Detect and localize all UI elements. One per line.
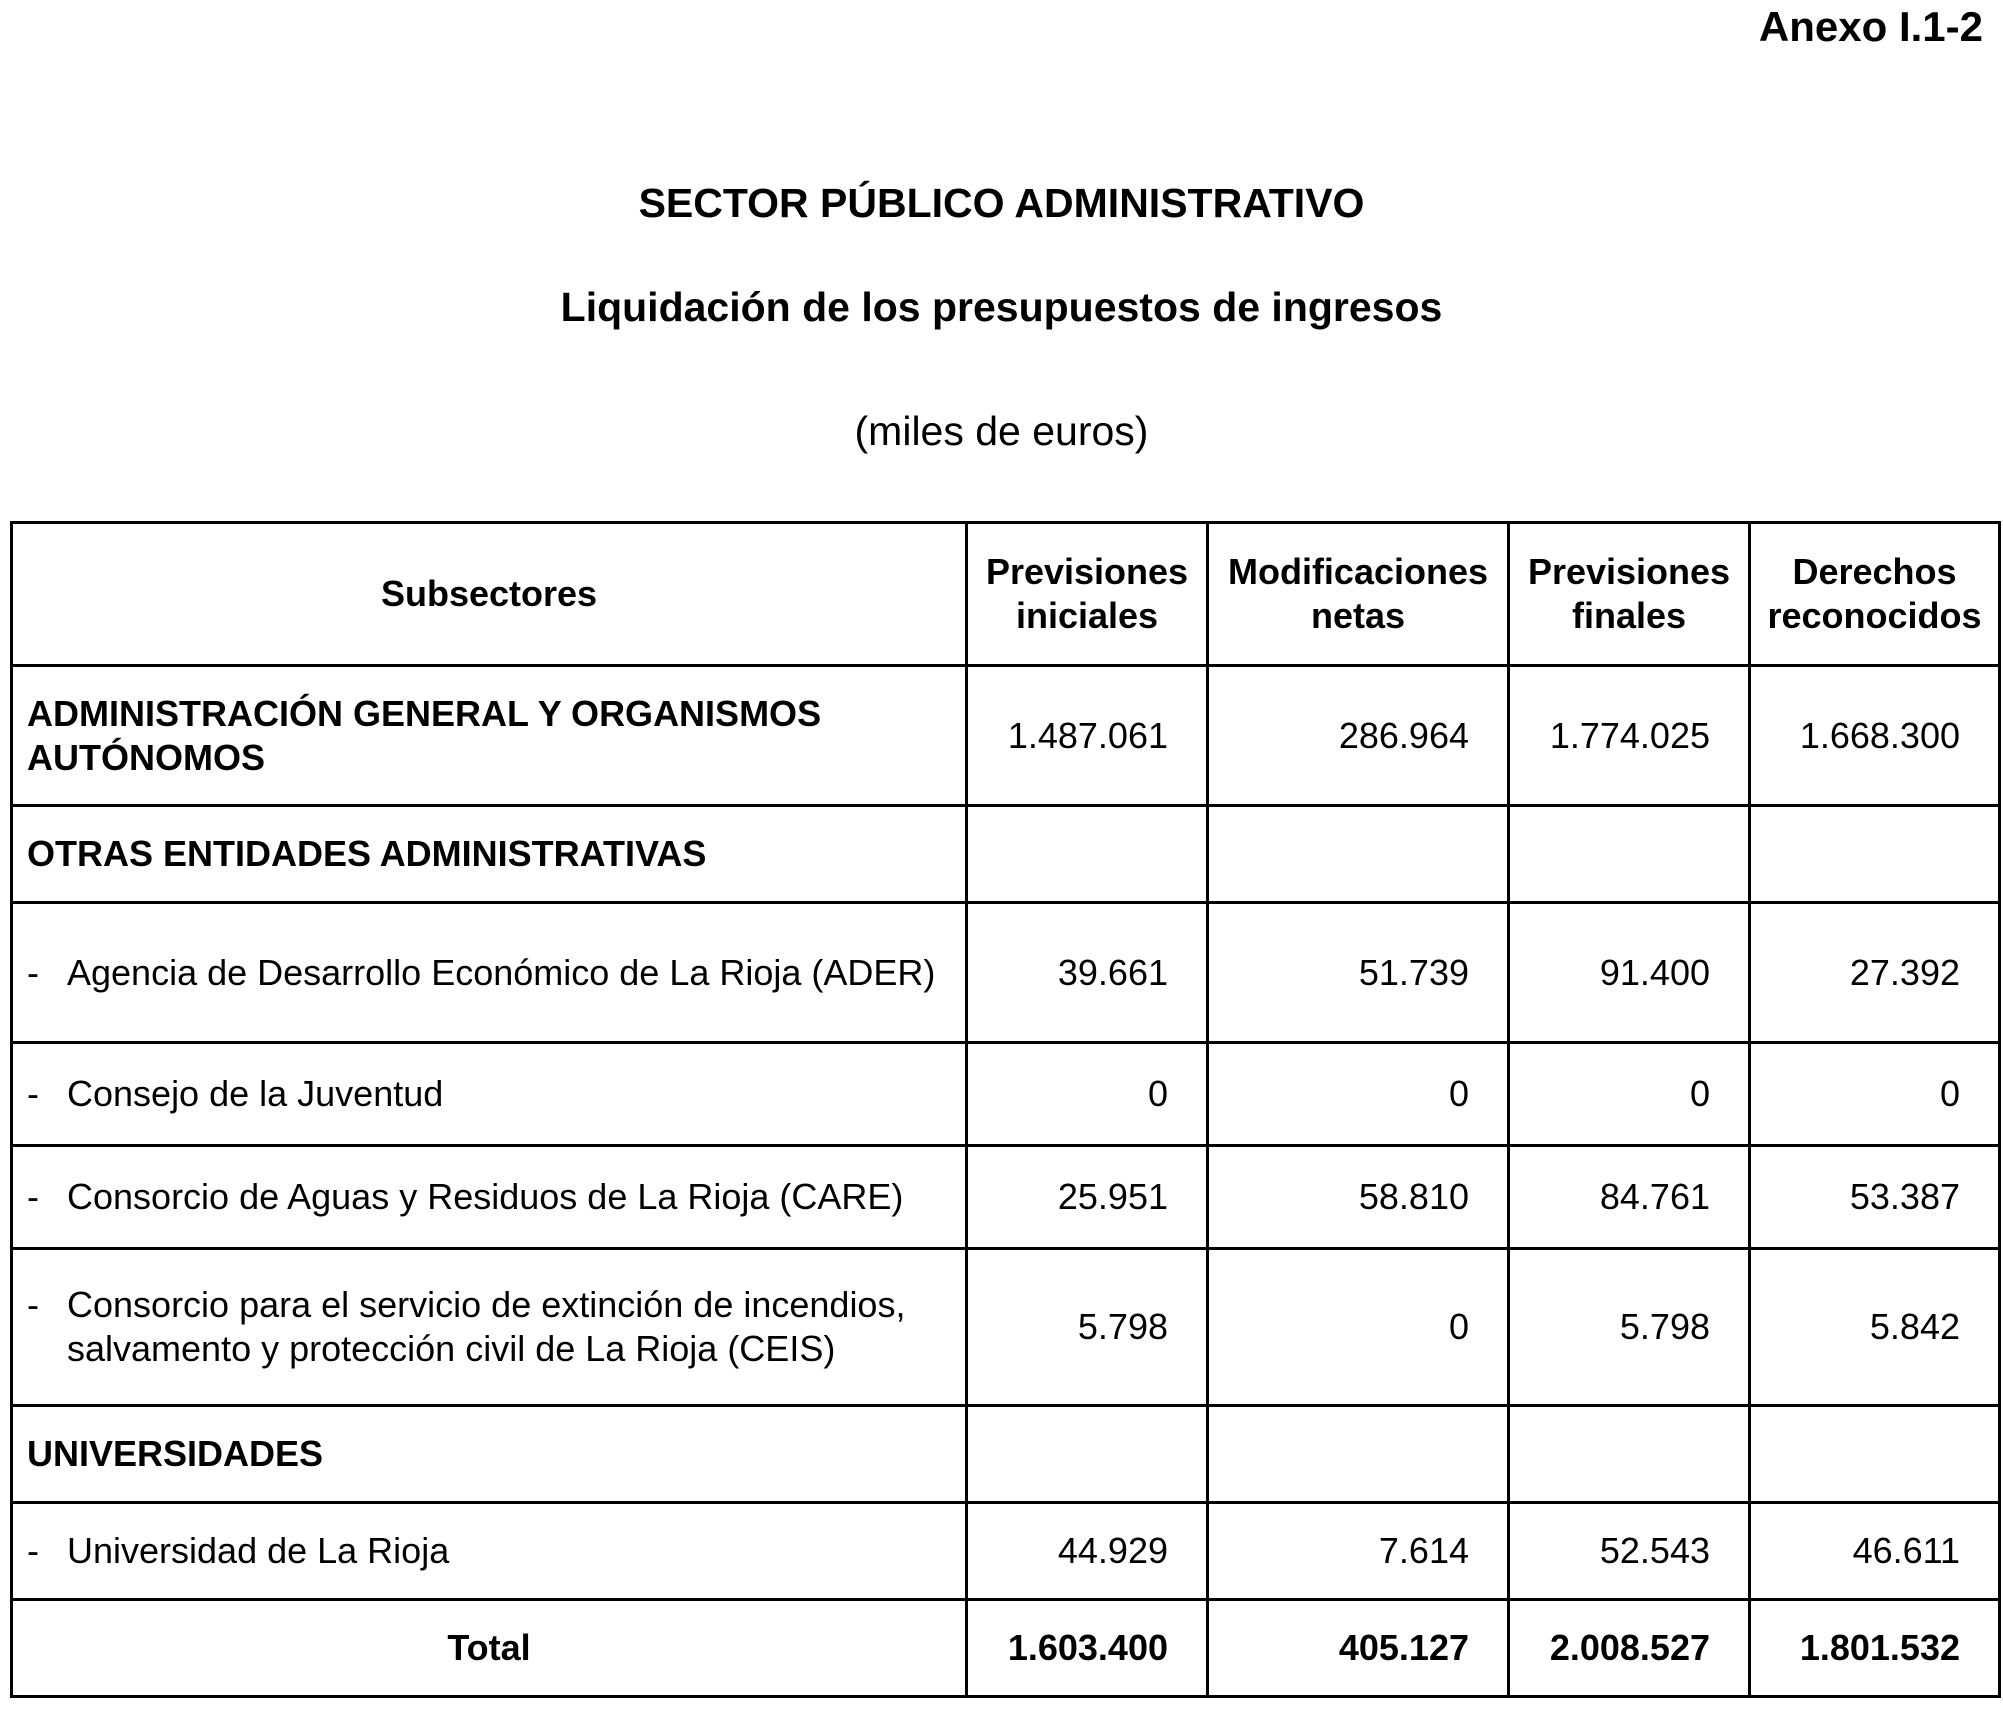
cell-derechos-reconocidos [1750, 806, 2000, 903]
total-previsiones-finales: 2.008.527 [1509, 1600, 1750, 1697]
cell-previsiones-finales: 91.400 [1509, 903, 1750, 1043]
cell-previsiones-iniciales [967, 806, 1208, 903]
row-name-administracion-general: ADMINISTRACIÓN GENERAL Y ORGANISMOS AUTÓNOMOS [12, 666, 967, 806]
page-title: SECTOR PÚBLICO ADMINISTRATIVO [638, 180, 1365, 226]
cell-previsiones-iniciales: 39.661 [967, 903, 1208, 1043]
entity-name: Consorcio para el servicio de extinción de incendios, salvamento y protección civil de La Rioja (CEIS) [67, 1284, 906, 1369]
row-name-otras-entidades: OTRAS ENTIDADES ADMINISTRATIVAS [12, 806, 967, 903]
total-label: Total [12, 1600, 967, 1697]
cell-previsiones-iniciales: 44.929 [967, 1503, 1208, 1600]
cell-modificaciones-netas: 58.810 [1208, 1146, 1509, 1249]
cell-modificaciones-netas: 0 [1208, 1249, 1509, 1406]
cell-previsiones-iniciales [967, 1406, 1208, 1503]
cell-previsiones-finales [1509, 1406, 1750, 1503]
header-subsectores: Subsectores [12, 523, 967, 666]
row-name-ceis [12, 1249, 967, 1406]
entity-name: Universidad de La Rioja [67, 1530, 450, 1571]
table-row [12, 1249, 2000, 1406]
total-modificaciones-netas: 405.127 [1208, 1600, 1509, 1697]
row-name-universidades: UNIVERSIDADES [12, 1406, 967, 1503]
bullet-dash: - [27, 1530, 39, 1571]
cell-previsiones-finales [1509, 806, 1750, 903]
cell-derechos-reconocidos: 46.611 [1750, 1503, 2000, 1600]
row-name-consejo-juventud [12, 1043, 967, 1146]
header-previsiones-finales: Previsiones finales [1509, 523, 1750, 666]
table-row [12, 903, 2000, 1043]
bullet-dash: - [27, 1073, 39, 1114]
page-subtitle: Liquidación de los presupuestos de ingresos [560, 284, 1443, 330]
table-row [12, 666, 2000, 806]
header-previsiones-iniciales: Previsiones iniciales [967, 523, 1208, 666]
bullet-dash: - [27, 1284, 39, 1325]
table-header-row [12, 523, 2000, 666]
row-name-ader [12, 903, 967, 1043]
total-row [12, 1600, 2000, 1697]
cell-previsiones-iniciales: 1.487.061 [967, 666, 1208, 806]
cell-derechos-reconocidos: 1.668.300 [1750, 666, 2000, 806]
table-row [12, 1406, 2000, 1503]
total-previsiones-iniciales: 1.603.400 [967, 1600, 1208, 1697]
cell-derechos-reconocidos: 5.842 [1750, 1249, 2000, 1406]
cell-previsiones-finales: 84.761 [1509, 1146, 1750, 1249]
cell-modificaciones-netas: 51.739 [1208, 903, 1509, 1043]
entity-name: Agencia de Desarrollo Económico de La Rioja (ADER) [67, 951, 936, 993]
cell-previsiones-iniciales: 5.798 [967, 1249, 1208, 1406]
cell-derechos-reconocidos [1750, 1406, 2000, 1503]
row-name-care [12, 1146, 967, 1249]
entity-name: Consejo de la Juventud [67, 1073, 444, 1114]
table-row [12, 1146, 2000, 1249]
annex-label: Anexo I.1-2 [1758, 3, 1983, 50]
units-note: (miles de euros) [854, 408, 1149, 454]
cell-previsiones-iniciales: 0 [967, 1043, 1208, 1146]
table-row [12, 1043, 2000, 1146]
cell-modificaciones-netas: 286.964 [1208, 666, 1509, 806]
header-modificaciones-netas: Modificaciones netas [1208, 523, 1509, 666]
cell-derechos-reconocidos: 27.392 [1750, 903, 2000, 1043]
cell-previsiones-iniciales: 25.951 [967, 1146, 1208, 1249]
row-name-universidad-la-rioja [12, 1503, 967, 1600]
income-budget-table [10, 521, 2001, 1698]
cell-modificaciones-netas: 7.614 [1208, 1503, 1509, 1600]
header-derechos-reconocidos: Derechos reconocidos [1750, 523, 2000, 666]
table-row [12, 1503, 2000, 1600]
total-derechos-reconocidos: 1.801.532 [1750, 1600, 2000, 1697]
cell-previsiones-finales: 5.798 [1509, 1249, 1750, 1406]
bullet-dash: - [27, 1176, 39, 1217]
bullet-dash: - [27, 951, 39, 993]
entity-name: Consorcio de Aguas y Residuos de La Rioja (CARE) [67, 1176, 904, 1217]
cell-modificaciones-netas: 0 [1208, 1043, 1509, 1146]
cell-modificaciones-netas [1208, 1406, 1509, 1503]
cell-derechos-reconocidos: 53.387 [1750, 1146, 2000, 1249]
table-row [12, 806, 2000, 903]
cell-previsiones-finales: 0 [1509, 1043, 1750, 1146]
cell-derechos-reconocidos: 0 [1750, 1043, 2000, 1146]
cell-previsiones-finales: 1.774.025 [1509, 666, 1750, 806]
cell-modificaciones-netas [1208, 806, 1509, 903]
cell-previsiones-finales: 52.543 [1509, 1503, 1750, 1600]
